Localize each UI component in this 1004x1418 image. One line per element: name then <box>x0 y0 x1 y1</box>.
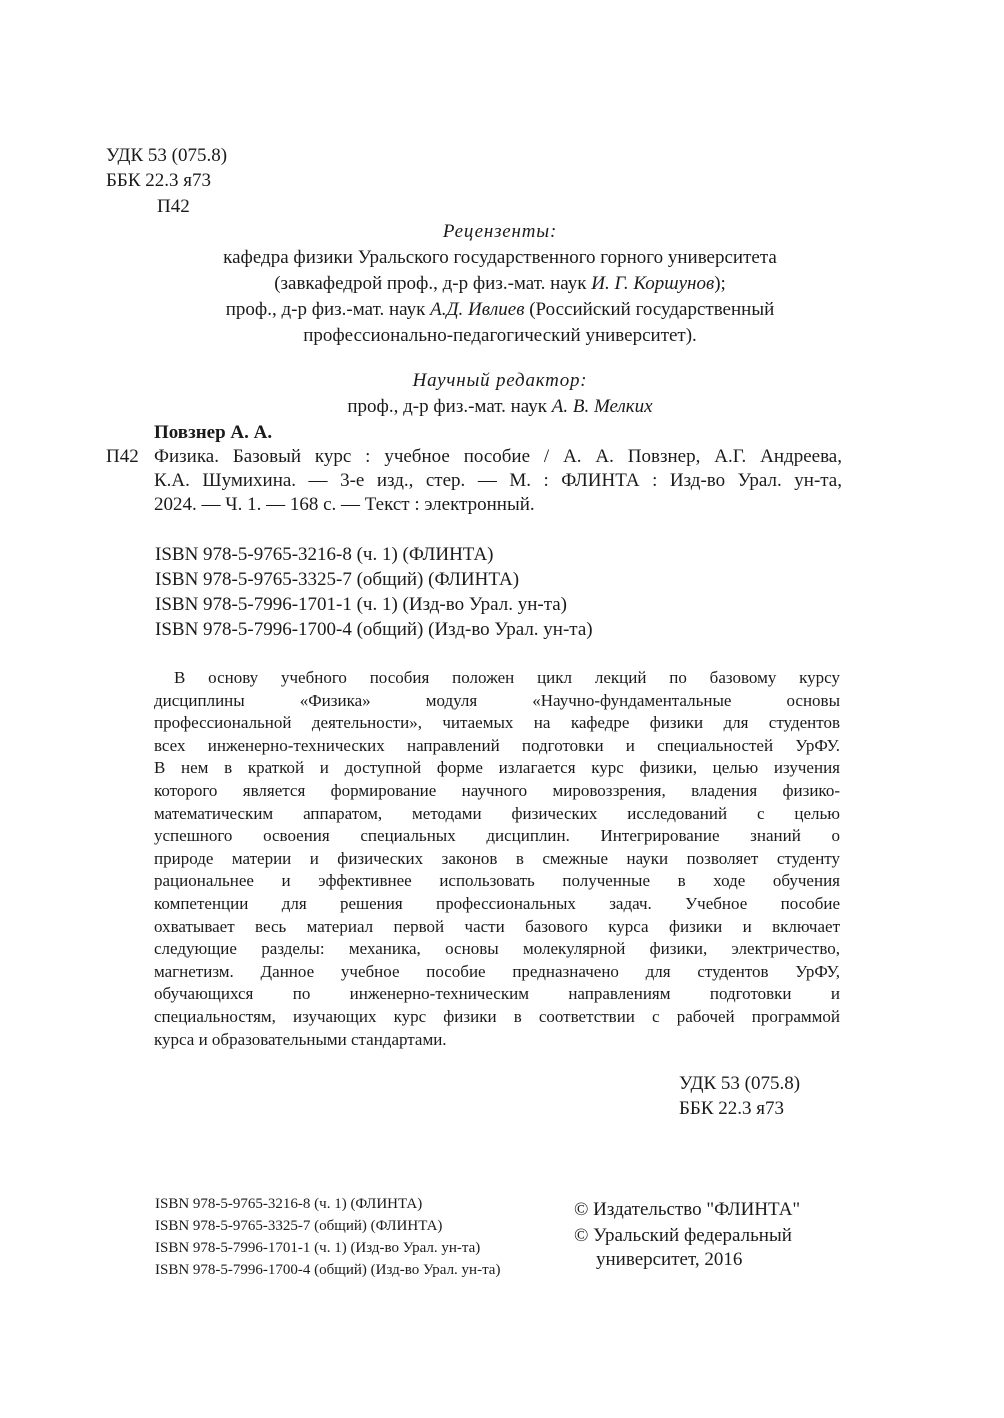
reviewer-name-2: А.Д. Ивлиев <box>430 299 525 320</box>
reviewer-name-1: И. Г. Коршунов <box>591 273 715 294</box>
bbk-top: ББК 22.3 я73 <box>106 170 211 191</box>
abstract-last-line: курса и образовательными стандартами. <box>154 1029 447 1049</box>
bib-line-3: 2024. — Ч. 1. — 168 с. — Текст : электронный. <box>154 494 535 515</box>
abstract-line: дисциплины «Физика» модуля «Научно-фундаментальные основы <box>154 690 840 710</box>
reviewers-line-2-pre: (завкафедрой проф., д-р физ.-мат. наук <box>274 273 592 294</box>
abstract-line: успешного освоения специальных дисциплин. Интегрирование знаний о <box>154 826 840 846</box>
editor-block <box>100 370 900 422</box>
udk-top: УДК 53 (075.8) <box>106 145 228 166</box>
abstract-line: которого является формирование научного мировоззрения, владения физико- <box>154 780 840 800</box>
abstract-line: следующие разделы: механика, основы молекулярной физики, электричество, <box>154 939 840 959</box>
abstract-line: рациональнее и эффективнее использовать полученные в ходе обучения <box>154 871 840 891</box>
reviewers-block <box>100 221 900 351</box>
abstract-line: обучающихся по инженерно-техническим направлениям подготовки и <box>154 984 840 1004</box>
abstract-line: охватывает весь материал первой части базового курса физики и включает <box>154 916 840 936</box>
abstract-line: специальностям, изучающих курс физики в соответствии с рабочей программой <box>154 1006 840 1026</box>
abstract-line: В нем в краткой и доступной форме излагается курс физики, целью изучения <box>154 758 840 778</box>
udk-bottom: УДК 53 (075.8) <box>679 1073 801 1094</box>
reviewers-line-2 <box>100 273 900 299</box>
copyright-line-1: © Издательство "ФЛИНТА" <box>574 1199 801 1220</box>
abstract <box>154 667 840 1051</box>
abstract-line: всех инженерно-технических направлений подготовки и специальностей УрФУ. <box>154 735 840 755</box>
abstract-line: магнетизм. Данное учебное пособие предназначено для студентов УрФУ, <box>154 961 840 981</box>
isbn-list <box>155 544 593 644</box>
bib-code: П42 <box>106 446 139 467</box>
author-code-top: П42 <box>157 196 190 217</box>
abstract-line: профессиональной деятельности», читаемых на кафедре физики для студентов <box>154 713 840 733</box>
reviewers-line-2-post: ); <box>714 273 726 294</box>
isbn-item: ISBN 978-5-9765-3325-7 (общий) (ФЛИНТА) <box>155 569 520 590</box>
isbn-bottom-item: ISBN 978-5-7996-1701-1 (ч. 1) (Изд-во Урал. ун-та) <box>155 1240 481 1256</box>
reviewers-line-3-pre: проф., д-р физ.-мат. наук <box>225 299 431 320</box>
abstract-line: компетенции для решения профессиональных задач. Учебное пособие <box>154 893 840 913</box>
editor-heading: Научный редактор: <box>412 370 588 391</box>
isbn-bottom-item: ISBN 978-5-7996-1700-4 (общий) (Изд-во Урал. ун-та) <box>155 1262 501 1278</box>
isbn-item: ISBN 978-5-9765-3216-8 (ч. 1) (ФЛИНТА) <box>155 544 494 565</box>
isbn-item: ISBN 978-5-7996-1700-4 (общий) (Изд-во Урал. ун-та) <box>155 619 593 640</box>
editor-line <box>100 396 900 422</box>
bib-line-1: Физика. Базовый курс : учебное пособие / А. А. Повзнер, А.Г. Андреева, <box>154 446 842 467</box>
reviewers-line-4: профессионально-педагогический университет). <box>303 325 697 346</box>
copyright-block <box>574 1199 800 1273</box>
isbn-bottom-item: ISBN 978-5-9765-3325-7 (общий) (ФЛИНТА) <box>155 1218 443 1234</box>
bib-line-2: К.А. Шумихина. — 3-е изд., стер. — М. : ФЛИНТА : Изд-во Урал. ун-та, <box>154 470 842 491</box>
isbn-bottom-item: ISBN 978-5-9765-3216-8 (ч. 1) (ФЛИНТА) <box>155 1196 423 1212</box>
reviewers-line-3 <box>100 299 900 325</box>
isbn-list-bottom <box>155 1193 500 1281</box>
reviewers-heading: Рецензенты: <box>442 221 558 242</box>
copyright-line-3: университет, 2016 <box>596 1249 743 1270</box>
abstract-line: В основу учебного пособия положен цикл лекций по базовому курсу <box>174 668 840 687</box>
isbn-item: ISBN 978-5-7996-1701-1 (ч. 1) (Изд-во Урал. ун-та) <box>155 594 568 615</box>
abstract-line: математическим аппаратом, методами физических исследований с целью <box>154 803 840 823</box>
reviewers-line-3-post: (Российский государственный <box>524 299 775 320</box>
editor-line-pre: проф., д-р физ.-мат. наук <box>347 396 552 417</box>
bbk-bottom: ББК 22.3 я73 <box>679 1098 784 1119</box>
bib-description <box>154 446 842 518</box>
abstract-line: природе материи и физических законов в смежные науки позволяет студенту <box>154 848 840 868</box>
copyright-line-2: © Уральский федеральный <box>574 1225 792 1246</box>
editor-name: А. В. Мелких <box>551 396 653 417</box>
bib-author: Повзнер А. А. <box>154 422 273 443</box>
reviewers-line-1: кафедра физики Уральского государственного горного университета <box>223 247 777 268</box>
